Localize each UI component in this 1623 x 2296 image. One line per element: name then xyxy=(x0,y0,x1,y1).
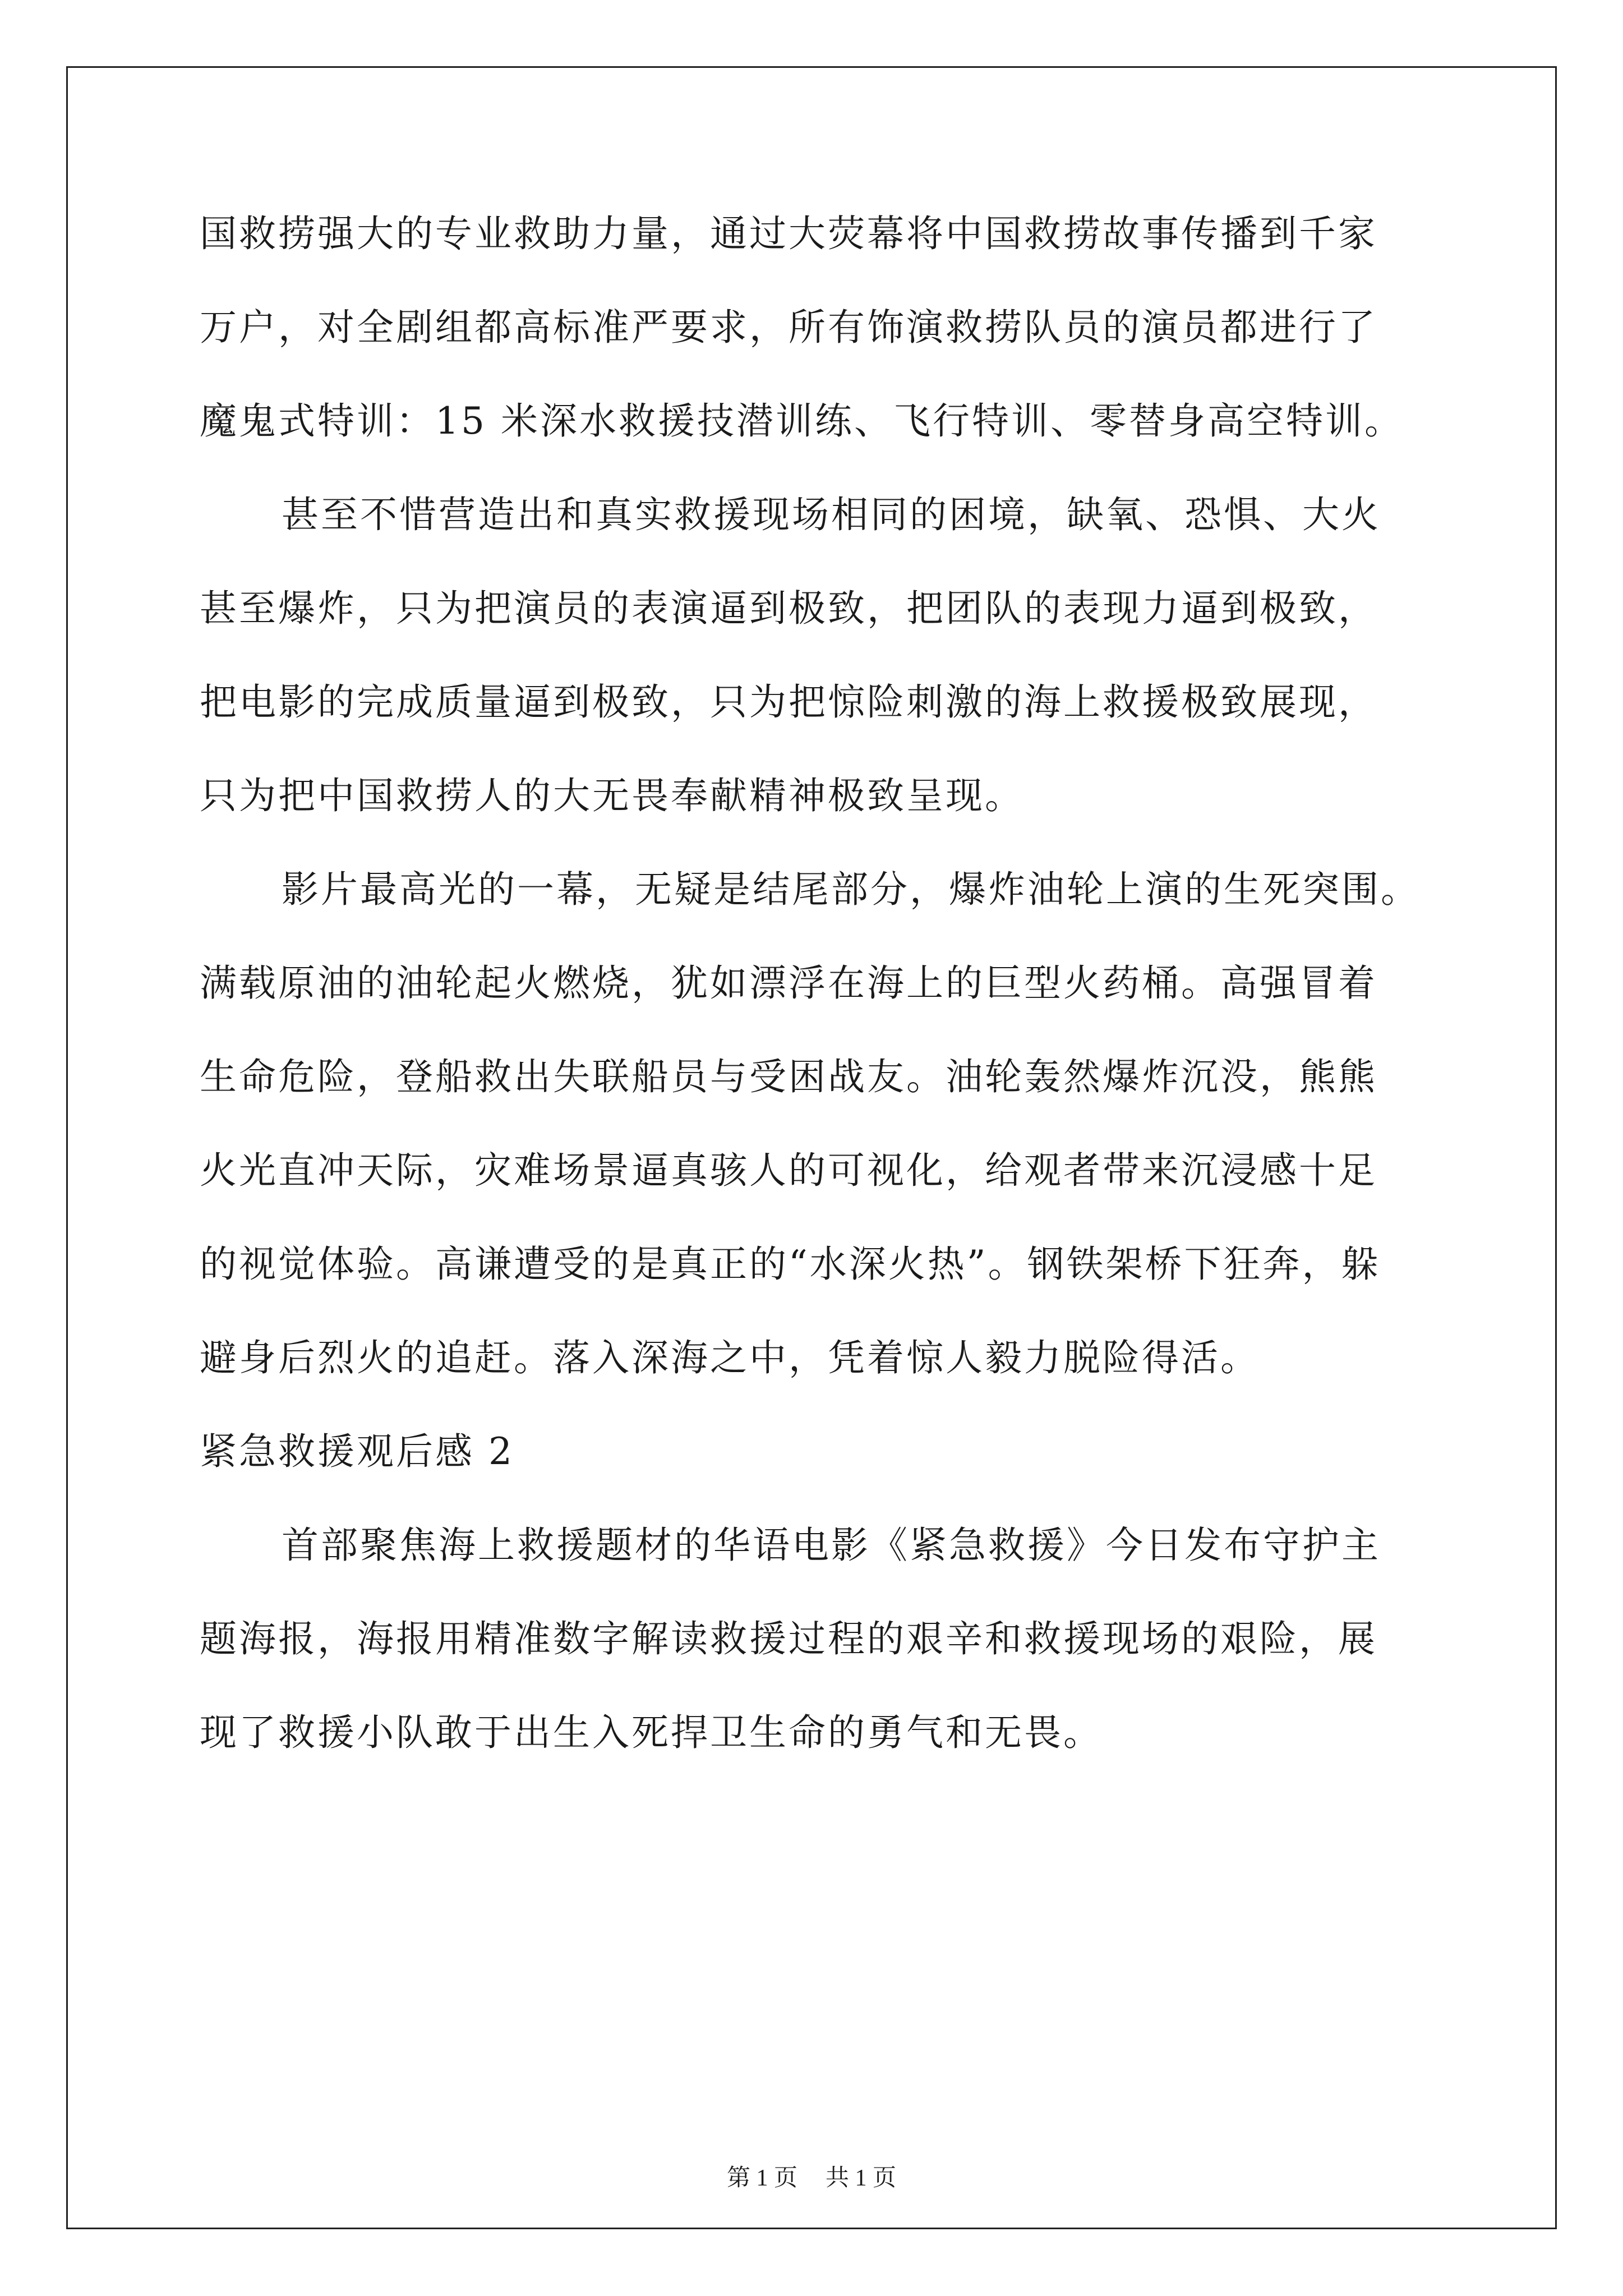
body-line: 首部聚焦海上救援题材的华语电影《紧急救援》今日发布守护主 xyxy=(282,1524,1381,1567)
body-line: 避身后烈火的追赶。落入深海之中，凭着惊人毅力脱险得活。 xyxy=(200,1336,1260,1379)
body-line: 的视觉体验。高谦遭受的是真正的“水深火热”。钢铁架桥下狂奔，躲 xyxy=(200,1243,1381,1286)
body-line: 现了救援小队敢于出生入死捍卫生命的勇气和无畏。 xyxy=(200,1711,1103,1754)
body-line: 影片最高光的一幕，无疑是结尾部分，爆炸油轮上演的生死突围。 xyxy=(282,868,1420,911)
body-line: 题海报，海报用精准数字解读救援过程的艰辛和救援现场的艰险，展 xyxy=(200,1617,1377,1660)
body-line: 把电影的完成质量逼到极致，只为把惊险刺激的海上救援极致展现， xyxy=(200,680,1377,724)
body-line: 甚至不惜营造出和真实救援现场相同的困境，缺氧、恐惧、大火 xyxy=(282,493,1381,536)
body-line: 满载原油的油轮起火燃烧，犹如漂浮在海上的巨型火药桶。高强冒着 xyxy=(200,961,1377,1005)
body-line: 魔鬼式特训：15 米深水救援技潜训练、飞行特训、零替身高空特训。 xyxy=(200,399,1404,443)
body-line: 国救捞强大的专业救助力量，通过大荧幕将中国救捞故事传播到千家 xyxy=(200,212,1377,255)
page-footer xyxy=(0,2164,1623,2192)
page-total: 共 1 页 xyxy=(826,2165,897,2191)
page-number: 第 1 页 xyxy=(726,2165,797,2191)
body-line: 火光直冲天际，灾难场景逼真骇人的可视化，给观者带来沉浸感十足 xyxy=(200,1149,1377,1192)
body-line: 甚至爆炸，只为把演员的表演逼到极致，把团队的表现力逼到极致， xyxy=(200,587,1377,630)
body-line: 只为把中国救捞人的大无畏奉献精神极致呈现。 xyxy=(200,774,1024,817)
body-line: 生命危险，登船救出失联船员与受困战友。油轮轰然爆炸沉没，熊熊 xyxy=(200,1055,1377,1098)
body-line: 万户，对全剧组都高标准严要求，所有饰演救捞队员的演员都进行了 xyxy=(200,306,1377,349)
section-heading: 紧急救援观后感 2 xyxy=(200,1430,514,1473)
document-body xyxy=(200,209,1433,1801)
